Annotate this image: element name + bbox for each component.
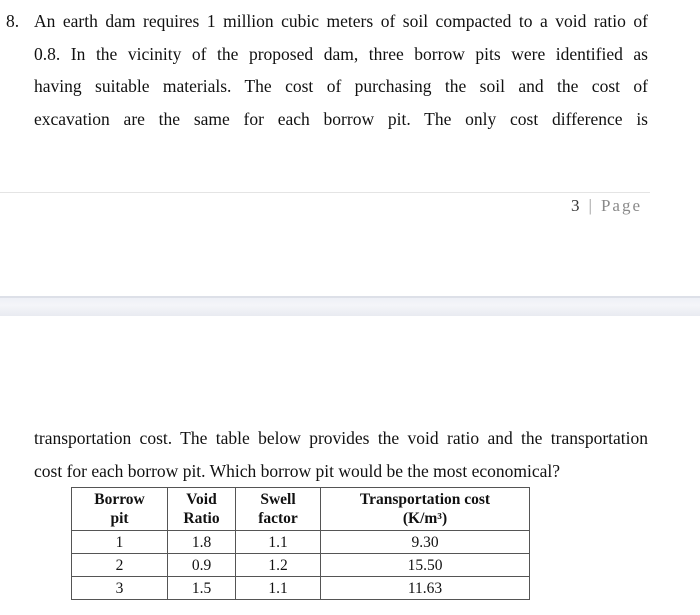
text-line: transportation cost. The table below provides the void ratio and the transportation <box>34 428 648 448</box>
table-cell: 9.30 <box>321 531 530 554</box>
page-break <box>0 296 700 316</box>
text-line: excavation are the same for each borrow pit. The only cost difference is <box>34 108 648 129</box>
table-row <box>72 531 530 554</box>
question-text-part-2 <box>34 422 648 487</box>
table-cell: 1.8 <box>168 531 236 554</box>
table-cell: 1.5 <box>168 577 236 600</box>
table-cell: 1.2 <box>236 554 321 577</box>
footer-separator: | <box>588 196 593 215</box>
text-line: 0.8. In the vicinity of the proposed dam, three borrow pits were identified as <box>34 43 648 64</box>
table-header-row <box>72 488 530 531</box>
table-cell: 3 <box>72 577 168 600</box>
table-row <box>72 577 530 600</box>
header-void-ratio: Void Ratio <box>168 488 236 531</box>
text-line: An earth dam requires 1 million cubic meters of soil compacted to a void ratio of <box>34 11 648 31</box>
table-cell: 2 <box>72 554 168 577</box>
page-word: Page <box>600 196 642 215</box>
borrow-pit-table <box>71 487 530 600</box>
table-cell: 15.50 <box>321 554 530 577</box>
question-text-part-1 <box>34 5 648 135</box>
table-cell: 1.1 <box>236 577 321 600</box>
header-borrow-pit: Borrow pit <box>72 488 168 531</box>
footer-rule <box>0 192 650 193</box>
table-cell: 0.9 <box>168 554 236 577</box>
table-cell: 1.1 <box>236 531 321 554</box>
header-swell-factor: Swell factor <box>236 488 321 531</box>
text-line: having suitable materials. The cost of purchasing the soil and the cost of <box>34 76 648 96</box>
table-row <box>72 554 530 577</box>
text-line: cost for each borrow pit. Which borrow pit would be the most economical? <box>34 460 560 481</box>
header-transportation-cost: Transportation cost (K/m³) <box>321 488 530 531</box>
table-cell: 1 <box>72 531 168 554</box>
page-footer <box>571 196 642 216</box>
page-number: 3 <box>571 196 581 215</box>
question-number: 8. <box>6 11 20 31</box>
table-cell: 11.63 <box>321 577 530 600</box>
